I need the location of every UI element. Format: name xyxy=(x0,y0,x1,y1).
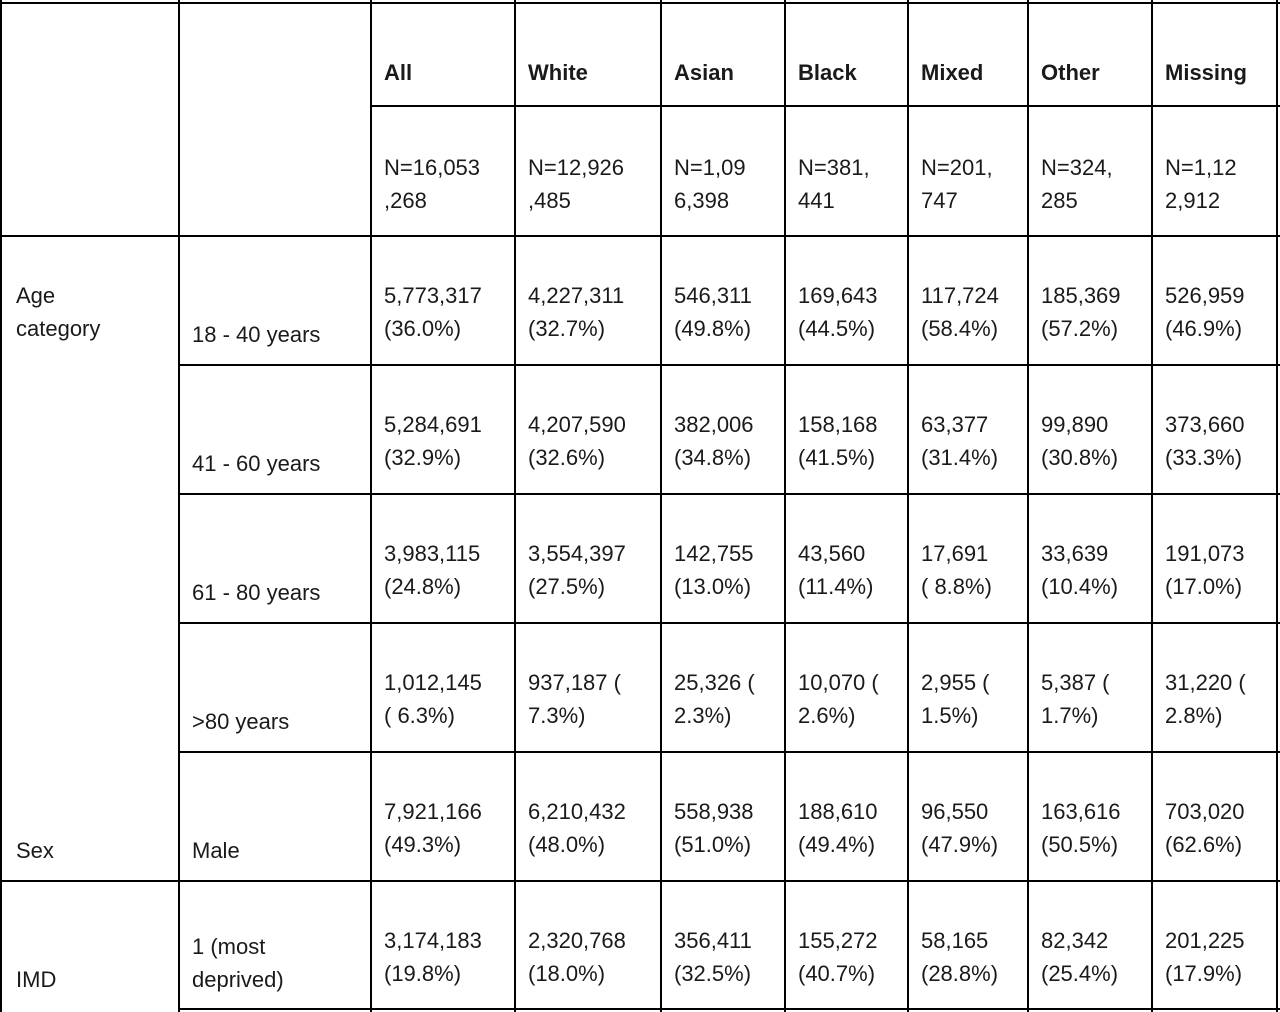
row-line xyxy=(178,1008,1280,1010)
table-cell: 4,207,590 xyxy=(528,412,626,437)
column-header-other: Other xyxy=(1041,60,1100,85)
column-count: N=12,926 xyxy=(528,155,625,180)
row-group-label: category xyxy=(16,316,101,341)
table-cell: 43,560 xyxy=(798,541,866,566)
table-cell: (62.6%) xyxy=(1165,832,1243,857)
column-header-mixed: Mixed xyxy=(921,60,984,85)
table-cell: 10,070 ( xyxy=(798,670,879,695)
table-cell: (24.8%) xyxy=(384,574,462,599)
table-cell: (17.9%) xyxy=(1165,961,1243,986)
table-cell: (34.8%) xyxy=(674,445,752,470)
column-count: ,268 xyxy=(384,188,427,213)
table-cell: 191,073 xyxy=(1165,541,1245,566)
table-cell: (44.5%) xyxy=(798,316,876,341)
table-cell: 5,773,317 xyxy=(384,283,482,308)
table-cell: 2,320,768 xyxy=(528,928,626,953)
table-cell: (31.4%) xyxy=(921,445,999,470)
table-cell: 6,210,432 xyxy=(528,799,626,824)
table-cell: (30.8%) xyxy=(1041,445,1119,470)
table-cell: 25,326 ( xyxy=(674,670,755,695)
table-cell: 558,938 xyxy=(674,799,754,824)
table-cell: (36.0%) xyxy=(384,316,462,341)
table-cell: (32.7%) xyxy=(528,316,606,341)
row-line xyxy=(0,235,1280,237)
column-count: N=16,053 xyxy=(384,155,481,180)
table-cell: 82,342 xyxy=(1041,928,1109,953)
column-count: 441 xyxy=(798,188,835,213)
col-line xyxy=(514,0,516,1012)
table-cell: (13.0%) xyxy=(674,574,752,599)
row-line xyxy=(178,364,1280,366)
row-group-label: IMD xyxy=(16,967,57,992)
table-cell: (19.8%) xyxy=(384,961,462,986)
table-cell: (18.0%) xyxy=(528,961,606,986)
table-cell: (32.6%) xyxy=(528,445,606,470)
table-cell: (17.0%) xyxy=(1165,574,1243,599)
table-cell: 58,165 xyxy=(921,928,989,953)
table-cell: (27.5%) xyxy=(528,574,606,599)
table-cell: (41.5%) xyxy=(798,445,876,470)
row-group-label: Age xyxy=(16,283,56,308)
table-cell: 3,554,397 xyxy=(528,541,626,566)
column-header-all: All xyxy=(384,60,413,85)
table-cell: 3,174,183 xyxy=(384,928,482,953)
table-cell: 2.3%) xyxy=(674,703,732,728)
table-cell: (32.5%) xyxy=(674,961,752,986)
column-count: N=381, xyxy=(798,155,870,180)
col-line xyxy=(1151,0,1153,1012)
row-label: 61 - 80 years xyxy=(192,580,321,605)
table-cell: (49.4%) xyxy=(798,832,876,857)
table-cell: 188,610 xyxy=(798,799,878,824)
table-cell: (25.4%) xyxy=(1041,961,1119,986)
column-header-missing: Missing xyxy=(1165,60,1247,85)
table-cell: (58.4%) xyxy=(921,316,999,341)
table-cell: 2.8%) xyxy=(1165,703,1223,728)
table-cell: (28.8%) xyxy=(921,961,999,986)
table-cell: 382,006 xyxy=(674,412,754,437)
table-cell: 1.7%) xyxy=(1041,703,1099,728)
table-cell: 31,220 ( xyxy=(1165,670,1246,695)
table-cell: 155,272 xyxy=(798,928,878,953)
col-line xyxy=(1276,0,1278,1012)
table-cell: 96,550 xyxy=(921,799,989,824)
table-cell: 1,012,145 xyxy=(384,670,482,695)
table-cell: 7.3%) xyxy=(528,703,586,728)
table-cell: 5,284,691 xyxy=(384,412,482,437)
table-cell: ( 8.8%) xyxy=(921,574,992,599)
table-cell: 2.6%) xyxy=(798,703,856,728)
table-cell: (57.2%) xyxy=(1041,316,1119,341)
column-header-asian: Asian xyxy=(674,60,734,85)
table-cell: 5,387 ( xyxy=(1041,670,1110,695)
table-cell: 7,921,166 xyxy=(384,799,482,824)
col-line xyxy=(784,0,786,1012)
column-count: 2,912 xyxy=(1165,188,1221,213)
column-header-white: White xyxy=(528,60,588,85)
table-cell: 1.5%) xyxy=(921,703,979,728)
table-cell: (40.7%) xyxy=(798,961,876,986)
table-cell: (49.3%) xyxy=(384,832,462,857)
column-count: ,485 xyxy=(528,188,571,213)
table-cell: (50.5%) xyxy=(1041,832,1119,857)
border-left xyxy=(0,0,2,1012)
table-cell: 33,639 xyxy=(1041,541,1109,566)
table-cell: 169,643 xyxy=(798,283,878,308)
row-label: >80 years xyxy=(192,709,290,734)
row-label: deprived) xyxy=(192,967,284,992)
table-cell: ( 6.3%) xyxy=(384,703,455,728)
table-cell: 117,724 xyxy=(921,283,999,308)
column-count: 6,398 xyxy=(674,188,730,213)
col-line xyxy=(1027,0,1029,1012)
row-line xyxy=(178,493,1280,495)
table-cell: (33.3%) xyxy=(1165,445,1243,470)
col-line xyxy=(660,0,662,1012)
table-cell: 356,411 xyxy=(674,928,752,953)
column-header-black: Black xyxy=(798,60,857,85)
table-cell: 526,959 xyxy=(1165,283,1245,308)
table-cell: (32.9%) xyxy=(384,445,462,470)
table-cell: 546,311 xyxy=(674,283,752,308)
table-cell: 3,983,115 xyxy=(384,541,481,566)
table-cell: 373,660 xyxy=(1165,412,1245,437)
table-cell: 2,955 ( xyxy=(921,670,990,695)
row-group-label: Sex xyxy=(16,838,54,863)
table-cell: (48.0%) xyxy=(528,832,606,857)
column-count: N=201, xyxy=(921,155,993,180)
column-count: N=1,09 xyxy=(674,155,746,180)
col-line xyxy=(370,0,372,1012)
row-label: 1 (most xyxy=(192,934,266,959)
column-count: 747 xyxy=(921,188,958,213)
table-cell: 4,227,311 xyxy=(528,283,625,308)
row-label: 41 - 60 years xyxy=(192,451,321,476)
table-cell: 99,890 xyxy=(1041,412,1109,437)
row-line xyxy=(0,880,1280,882)
column-count: N=324, xyxy=(1041,155,1113,180)
row-label: 18 - 40 years xyxy=(192,322,321,347)
table-cell: (46.9%) xyxy=(1165,316,1243,341)
table-cell: 63,377 xyxy=(921,412,989,437)
table-cell: (11.4%) xyxy=(798,574,874,599)
col-line xyxy=(907,0,909,1012)
column-count: 285 xyxy=(1041,188,1078,213)
col-line xyxy=(178,0,180,1012)
table-cell: 163,616 xyxy=(1041,799,1121,824)
column-count: N=1,12 xyxy=(1165,155,1237,180)
row-line xyxy=(370,105,1280,107)
table-cell: 142,755 xyxy=(674,541,754,566)
row-line xyxy=(178,622,1280,624)
table-cell: 937,187 ( xyxy=(528,670,621,695)
table-cell: (47.9%) xyxy=(921,832,999,857)
row-line xyxy=(178,751,1280,753)
table-cell: 17,691 xyxy=(921,541,989,566)
table-cell: 201,225 xyxy=(1165,928,1245,953)
table-cell: 703,020 xyxy=(1165,799,1245,824)
table-cell: 185,369 xyxy=(1041,283,1121,308)
table-cell: 158,168 xyxy=(798,412,878,437)
table-cell: (51.0%) xyxy=(674,832,752,857)
border-top xyxy=(0,2,1280,4)
row-label: Male xyxy=(192,838,240,863)
table-cell: (49.8%) xyxy=(674,316,752,341)
table-cell: (10.4%) xyxy=(1041,574,1119,599)
